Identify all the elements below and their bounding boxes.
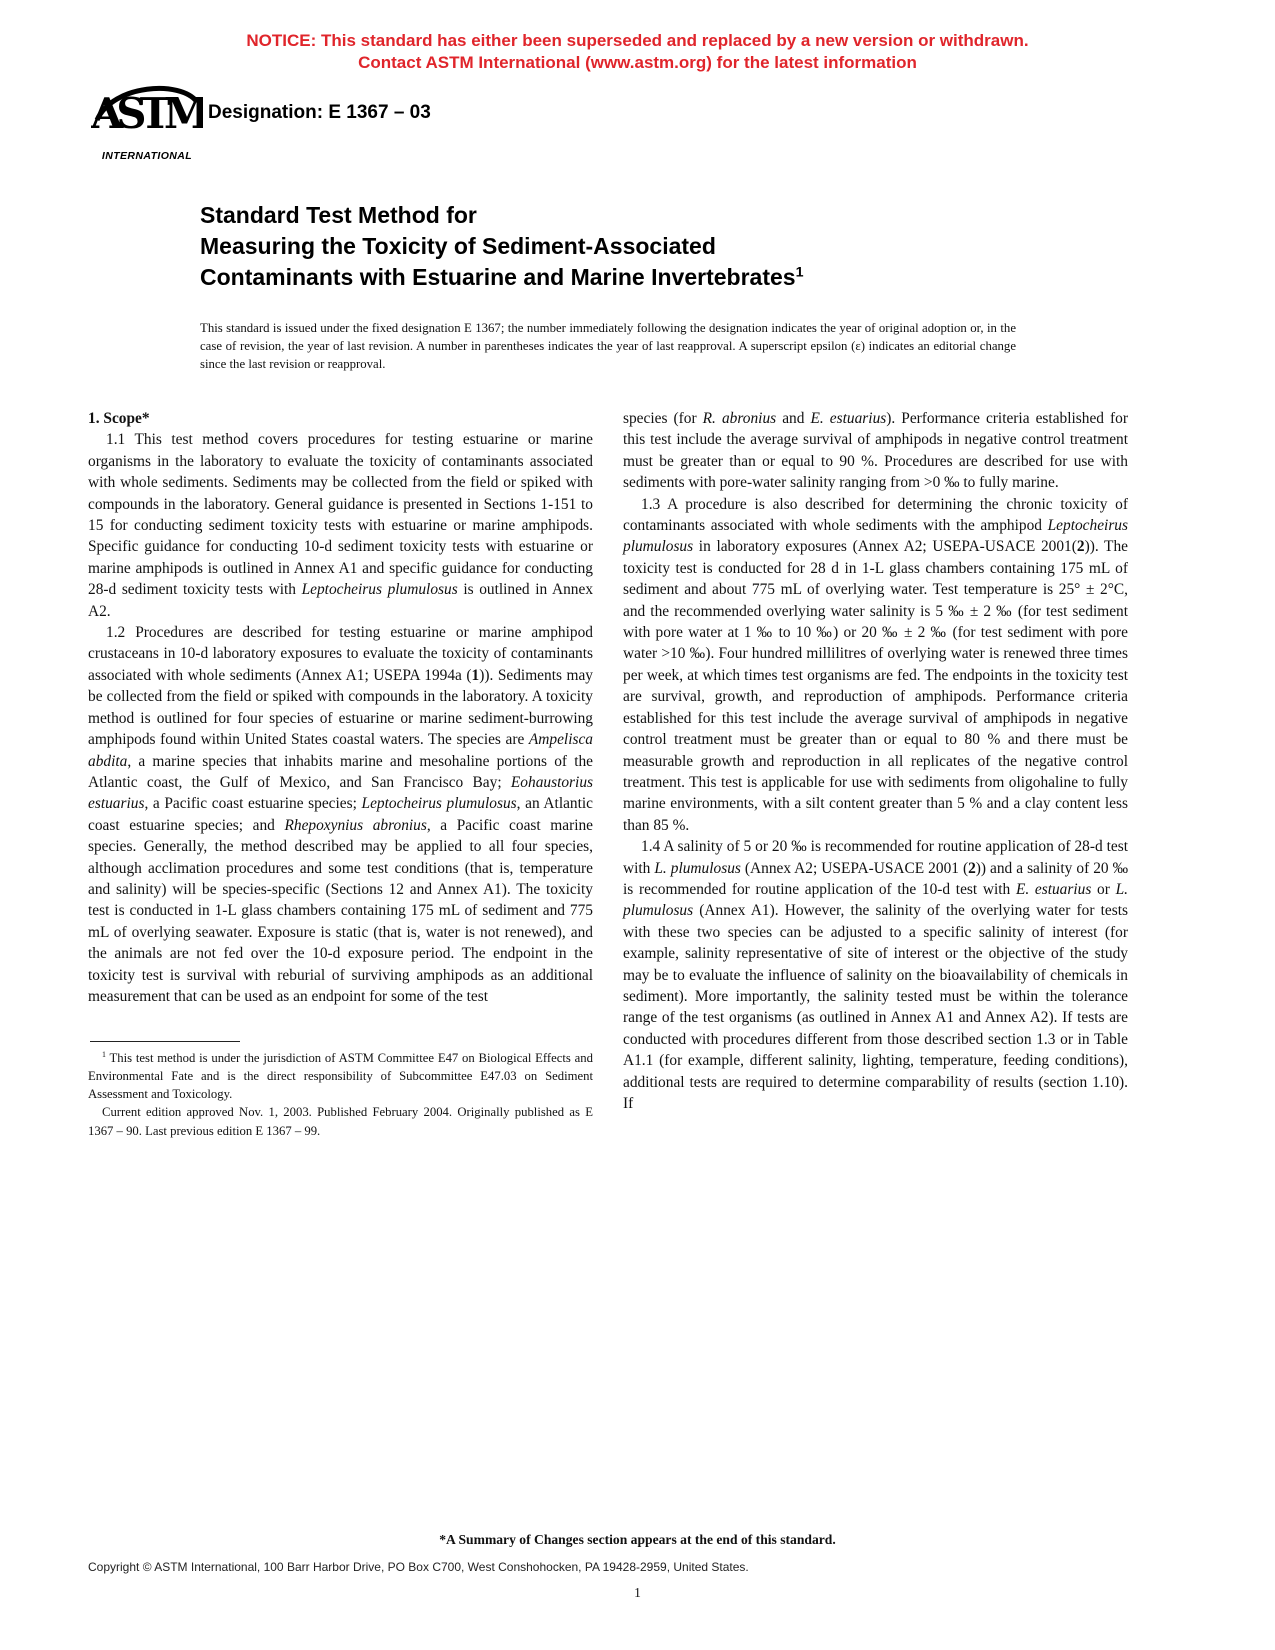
- title-line-2: Measuring the Toxicity of Sediment-Associated: [200, 233, 716, 259]
- page-number: 1: [634, 1585, 641, 1600]
- scope-section-heading: 1. Scope*: [88, 410, 150, 427]
- title-line-1: Standard Test Method for: [200, 202, 477, 228]
- footnote-1: $^1$ This test method is under the jurisdiction of ASTM Committee E47 on Biological Effects and Environmental Fate and is the direct responsibility of Subcommittee E47.03 on Sediment Assessment and Toxicology.: [88, 1050, 593, 1102]
- paragraph-1-4: 1.4 A salinity of 5 or 20 ‰ is recommended for routine application of 28-d test with L. plumulosus (Annex A2; USEPA-USACE 2001 (2)) and a salinity of 20 ‰ is recommended for routine application of the 10-d test with E. estuarius or L. plumulosus (Annex A1). However, the salinity of the overlying water for tests with these two species can be adjusted to a specific salinity of interest (for example, salinity representative of site of interest or the objective of the study may be to evaluate the influence of salinity on the bioavailability of chemicals in sediment). More importantly, the salinity tested must be within the tolerance range of the test organisms (as outlined in Annex A1 and Annex A2). If tests are conducted with procedures different from those described section 1.3 or in Table A1.1 (for example, different salinity, lighting, temperature, feeding conditions), additional tests are required to determine comparability of results (section 1.10). If: [623, 838, 1128, 1112]
- notice-line-1: NOTICE: This standard has either been superseded and replaced by a new version or withdrawn.: [246, 31, 1029, 50]
- designation-heading: Designation: E 1367 – 03: [208, 102, 431, 123]
- footnote-2: Current edition approved Nov. 1, 2003. Published February 2004. Originally published as E 1367 – 90. Last previous edition E 1367 – 99.: [88, 1105, 593, 1138]
- left-column: [88, 408, 593, 1140]
- document-title: [200, 200, 1060, 293]
- notice-line-2: Contact ASTM International (www.astm.org) for the latest information: [358, 53, 917, 73]
- logo-international-label: INTERNATIONAL: [101, 150, 193, 162]
- issuance-note: This standard is issued under the fixed designation E 1367; the number immediately following the designation indicates the year of original adoption or, in the case of revision, the year of last revision. A number in parentheses indicates the year of last reapproval. A superscript epsilon (ε) indicates an editorial change since the last revision or reapproval.: [200, 321, 1016, 371]
- paragraph-1-2-continued: species (for R. abronius and E. estuarius). Performance criteria established for this test include the average survival of amphipods in negative control treatment must be greater than or equal to 90 %. Procedures are described for use with sediments with pore-water salinity ranging from >0 ‰ to fully marine.: [623, 410, 1129, 492]
- summary-of-changes-note: *A Summary of Changes section appears at the end of this standard.: [439, 1532, 836, 1547]
- paragraph-1-2: 1.2 Procedures are described for testing estuarine or marine amphipod crustaceans in 10-d laboratory exposures to evaluate the toxicity of contaminants associated with whole sediments (Annex A1; USEPA 1994a (1)). Sediments may be collected from the field or spiked with compounds in the laboratory. A toxicity method is outlined for four species of estuarine or marine sediment-burrowing amphipods found within United States coastal waters. The species are Ampelisca abdita, a marine species that inhabits marine and mesohaline portions of the Atlantic coast, the Gulf of Mexico, and San Francisco Bay; Eohaustorius estuarius, a Pacific coast estuarine species; Leptocheirus plumulosus, an Atlantic coast estuarine species; and Rhepoxynius abronius, a Pacific coast marine species. Generally, the method described may be applied to all four species, although acclimation procedures and some test conditions (that is, temperature and salinity) will be species-specific (Sections 12 and Annex A1). The toxicity test is conducted in 1-L glass chambers containing 175 mL of sediment and 775 mL of overlying seawater. Exposure is static (that is, water is not renewed), and the animals are not fed over the 10-d exposure period. The endpoint in the toxicity test is survival with reburial of surviving amphipods as an additional measurement that can be used as an endpoint for some of the test: [88, 624, 593, 1005]
- title-line-3: Contaminants with Estuarine and Marine Invertebrates$^1$: [200, 264, 804, 290]
- astm-logo-block: [88, 76, 206, 162]
- footnote-divider: [90, 1041, 240, 1042]
- paragraph-1-1: 1.1 This test method covers procedures for testing estuarine or marine organisms in the laboratory to evaluate the toxicity of contaminants associated with whole sediments. Sediments may be collected from the field or spiked with compounds in the laboratory. General guidance is presented in Sections 1-151 to 15 for conducting sediment toxicity tests with estuarine or marine amphipods. Specific guidance for conducting 10-d sediment toxicity tests with estuarine or marine amphipods is outlined in Annex A1 and specific guidance for conducting 28-d sediment toxicity tests with Leptocheirus plumulosus is outlined in Annex A2.: [88, 431, 594, 620]
- copyright-line: Copyright © ASTM International, 100 Barr Harbor Drive, PO Box C700, West Conshohocken, PA 19428-2959, United States.: [88, 1560, 749, 1574]
- astm-logo-text: ASTM: [91, 89, 203, 138]
- supersession-notice: [0, 30, 1275, 75]
- body-columns: [88, 408, 1128, 1140]
- footnote-block: [88, 1041, 593, 1139]
- right-column: [623, 408, 1128, 1140]
- paragraph-1-3: 1.3 A procedure is also described for determining the chronic toxicity of contaminants associated with whole sediments with the amphipod Leptocheirus plumulosus in laboratory exposures (Annex A2; USEPA-USACE 2001(2)). The toxicity test is conducted for 28 d in 1-L glass chambers containing 175 mL of sediment and about 775 mL of overlying water. Test temperature is 25° ± 2°C, and the recommended overlying water salinity is 5 ‰ ± 2 ‰ (for test sediment with pore water at 1 ‰ to 10 ‰) or 20 ‰ ± 2 ‰ (for test sediment with pore water >10 ‰). Four hundred millilitres of overlying water is renewed three times per week, at which times test organisms are fed. The endpoints in the toxicity test are survival, growth, and reproduction of amphipods. Performance criteria established for this test include the average survival of amphipods in negative control treatment must be greater than or equal to 80 % and there must be measurable growth and reproduction in all replicates of the negative control treatment. This test is applicable for use with sediments from oligohaline to fully marine environments, with a silt content greater than 5 % and a clay content less than 85 %.: [623, 495, 1128, 834]
- astm-logo: [91, 76, 203, 144]
